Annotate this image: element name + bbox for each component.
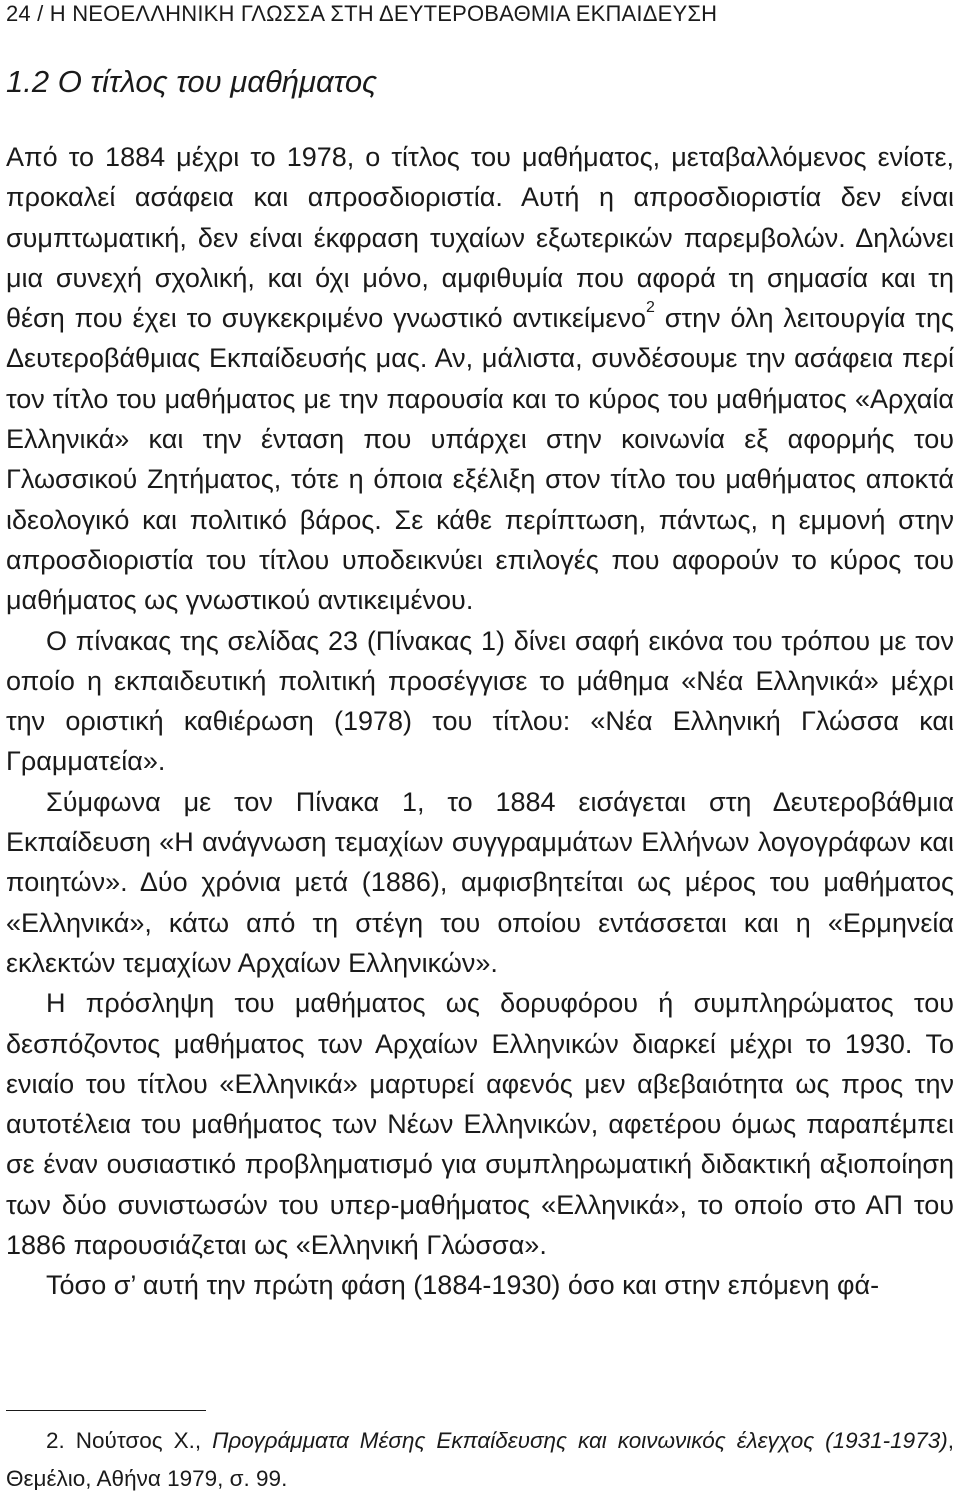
paragraph-2: Ο πίνακας της σελίδας 23 (Πίνακας 1) δίνει σαφή εικόνα του τρόπου με τον οποίο η εκπαιδευτική πολιτική προσέγγισε το μάθημα «Νέα Ελληνικά» μέχρι την οριστική καθιέρωση (1978) του τίτλου: «Νέα Ελληνική Γλώσσα και Γραμματεία». <box>6 625 954 777</box>
paragraph-5: Τόσο σ’ αυτή την πρώτη φάση (1884-1930) όσο και στην επόμενη φά- <box>46 1270 880 1301</box>
footnote-publication: , Θεμέλιο, Αθήνα 1979, σ. 99. <box>6 1428 954 1491</box>
running-header: 24 / Η ΝΕΟΕΛΛΗΝΙΚΗ ΓΛΩΣΣΑ ΣΤΗ ΔΕΥΤΕΡΟΒΑΘΜΙΑ ΕΚΠΑΙΔΕΥΣΗ <box>6 1 718 26</box>
paragraph-1-text-a: Από το 1884 μέχρι το 1978, ο τίτλος του μαθήματος, μεταβαλλόμενος ενίοτε, προκαλεί ασάφεια και απροσδιοριστία. Αυτή η απροσδιοριστία δεν είναι συμπτωματική, δεν είναι έκφραση τυχαίων εξωτερικών παρεμβολών. Δηλώνει μια συνεχή σχολική, και όχι μόνο, αμφιθυμία που αφορά τη σημασία και τη θέση που έχει το συγκεκριμένο γνωστικό αντικείμενο <box>6 142 954 334</box>
paragraph-4: Η πρόσληψη του μαθήματος ως δορυφόρου ή συμπληρώματος του δεσπόζοντος μαθήματος των Αρχαίων Ελληνικών διαρκεί μέχρι το 1930. Το ενιαίο του τίτλου «Ελληνικά» μαρτυρεί αφενός μεν αβεβαιότητα ως προς την αυτοτέλεια του μαθήματος των Νέων Ελληνικών, αφετέρου όμως παραπέμπει σε έναν ουσιαστικό προβληματισμό για συμπληρωματική διδακτική αξιοποίηση των δύο συνιστωσών του υπερ-μαθήματος «Ελληνικά», το οποίο στο ΑΠ του 1886 παρουσιάζεται ως «Ελληνική Γλώσσα». <box>6 988 954 1261</box>
footnote-author: Νούτσος Χ., <box>64 1428 213 1453</box>
paragraph-3: Σύμφωνα με τον Πίνακα 1, το 1884 εισάγεται στη Δευτεροβάθμια Εκπαίδευση «Η ανάγνωση τεμαχίων συγγραμμάτων Ελλήνων λογογράφων και ποιητών». Δύο χρόνια μετά (1886), αμφισβητείται ως μέρος του μαθήματος «Ελληνικά», κάτω από τη στέγη του οποίου εντάσσεται και η «Ερμηνεία εκλεκτών τεμαχίων Αρχαίων Ελληνικών». <box>6 786 954 978</box>
section-heading: 1.2 Ο τίτλος του μαθήματος <box>6 64 378 99</box>
paragraph-1-text-b: στην όλη λειτουργία της Δευτεροβάθμιας Εκπαίδευσής μας. Αν, μάλιστα, συνδέσουμε την ασάφεια περί τον τίτλο του μαθήματος με την παρουσία και το κύρος του μαθήματος «Αρχαία Ελληνικά» και την ένταση που υπάρχει στην κοινωνία εξ αφορμής του Γλωσσικού Ζητήματος, τότε η όποια εξέλιξη στον τίτλο του μαθήματος αποκτά ιδεολογικό και πολιτικό βάρος. Σε κάθε περίπτωση, πάντως, η εμμονή στην απροσδιοριστία του τίτλου υποδεικνύει επιλογές που αφορούν το κύρος του μαθήματος ως γνωστικού αντικειμένου. <box>6 303 954 616</box>
footnote <box>6 1422 954 1498</box>
body-text <box>6 137 954 1306</box>
footnote-divider <box>6 1410 206 1411</box>
paragraph-1 <box>6 137 954 621</box>
footnote-number: 2. <box>46 1428 65 1453</box>
footnote-title: Προγράμματα Μέσης Εκπαίδευσης και κοινωνικός έλεγχος (1931-1973) <box>212 1428 948 1453</box>
footnote-reference: 2 <box>645 299 655 317</box>
